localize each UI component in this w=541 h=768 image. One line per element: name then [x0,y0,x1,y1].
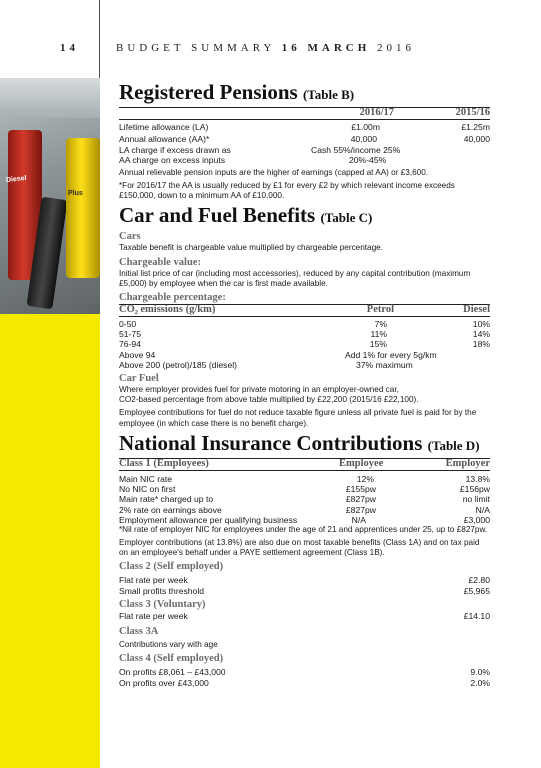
row-employee: 12% [356,473,374,484]
table-row [119,494,490,504]
row-employee: £155pw [345,483,376,494]
running-title-date: 16 MARCH [281,42,371,54]
row-label: Above 200 (petrol)/185 (diesel) [119,359,237,370]
running-title-year: 2016 [377,42,416,54]
table-row [119,575,490,585]
yellow-side-band [0,314,100,768]
row-value: £5,965 [463,585,490,596]
row-span-value: 20%-45% [349,154,387,165]
col-class1: Class 1 (Employees) [119,457,209,469]
col-co2-emissions [119,305,339,316]
pensions-heading-text: Registered Pensions [119,80,298,104]
table-row [119,350,490,360]
pensions-heading [119,80,490,107]
table-row [119,678,490,688]
row-employee: £827pw [345,504,376,515]
table-row [119,515,490,525]
nic-column-header [119,458,490,471]
table-row [119,339,490,349]
table-row [119,360,490,370]
nic-heading-text: National Insurance Contributions [119,430,423,455]
row-petrol: 15% [369,339,387,350]
class3-subheading: Class 3 (Voluntary) [119,598,206,610]
class2-subheading: Class 2 (Self employed) [119,561,224,573]
row-span-value: Cash 55%/income 25% [311,144,401,155]
row-diesel: 10% [472,318,490,329]
co2-column-header [119,304,490,317]
table-row [119,611,490,621]
main-content [119,80,490,688]
table-row [119,474,490,484]
col-2015-16: 2015/16 [455,107,490,119]
row-label: Employment allowance per qualifying business [119,514,298,525]
row-span-value: 37% maximum [356,359,413,370]
col-petrol: Petrol [366,304,394,316]
row-label: AA charge on excess inputs [119,154,226,165]
row-label: Lifetime allowance (LA) [119,122,209,132]
car-heading [119,203,490,230]
running-title [116,42,415,54]
row-value: £14.10 [463,610,490,621]
row-label: Main NIC rate [119,473,173,484]
row-label: 2% rate on earnings above [119,504,222,515]
row-employer: N/A [475,504,490,515]
table-row [119,329,490,339]
running-title-prefix: BUDGET SUMMARY [116,42,275,54]
row-label: Main rate* charged up to [119,494,214,505]
row-label: 51-75 [119,329,141,340]
row-label: Flat rate per week [119,575,188,586]
car-table-ref: (Table C) [320,210,373,226]
nic-note-1: *Nil rate of employer NIC for employees under the age of 21 and apprentices under 25, up to £827pw. [119,525,488,535]
row-petrol: 11% [370,329,387,340]
col-2016-17: 2016/17 [359,107,394,119]
yellow-nozzle [66,138,100,278]
nic-note-2: Employer contributions (at 13.8%) are also due on most taxable benefits (Class 1A) and on tax paid on an employee's behalf under a PAYE settlement agreement (Class 1B). [119,538,480,558]
row-petrol: 7% [374,318,387,329]
row-label: On profits over £43,000 [119,677,209,688]
row-label: 0-50 [119,318,137,329]
row-label: Annual allowance (AA)* [119,134,210,145]
row-diesel: 18% [472,339,490,350]
row-value-2015: £1.25m [461,122,490,132]
fuel-pump-photo [0,78,100,314]
cars-text: Taxable benefit is chargeable value multiplied by chargeable percentage. [119,243,383,253]
row-employee: £827pw [345,494,376,505]
row-value: 2.0% [470,677,490,688]
car-fuel-text-2: CO2-based percentage from above table multiplied by £22,200 (2015/16 £22,100). [119,395,419,405]
nic-heading [119,431,490,458]
row-label: Flat rate per week [119,610,188,621]
row-employer: £3,000 [463,514,490,525]
table-row [119,155,490,165]
row-value-2015: 40,000 [463,134,490,145]
row-employee: N/A [351,514,366,525]
col-co2-text: CO [119,303,135,315]
table-row [119,586,490,596]
row-employer: 13.8% [465,473,490,484]
col-co2-subscript: 2 [134,309,138,316]
pensions-note-2: *For 2016/17 the AA is usually reduced by £1 for every £2 by which relevant income exceeds £150,000, down to a minimum AA of £10,000. [119,181,455,201]
col-co2-suffix: emissions (g/km) [137,303,216,315]
diesel-label: Diesel [5,174,27,185]
table-row [119,484,490,494]
class3a-subheading: Class 3A [119,626,159,638]
table-row [119,319,490,329]
car-heading-text: Car and Fuel Benefits [119,203,316,228]
row-label: 76-94 [119,339,141,350]
row-label: No NIC on first [119,483,176,494]
row-employer: no limit [462,494,490,505]
car-fuel-subheading: Car Fuel [119,373,159,385]
row-label: LA charge if excess drawn as [119,144,231,155]
header-divider-line [99,0,100,78]
row-value-2016: 40,000 [350,134,377,145]
class4-subheading: Class 4 (Self employed) [119,653,224,665]
row-value-2016: £1.00m [351,122,380,132]
pump-housing [0,78,100,118]
pensions-note-1: Annual relievable pension inputs are the higher of earnings (capped at AA) or £3,600. [119,168,429,178]
col-employer: Employer [445,457,490,469]
row-value: 9.0% [470,667,490,678]
car-fuel-text-1: Where employer provides fuel for private motoring in an employer-owned car, [119,385,399,395]
row-label: Small profits threshold [119,585,205,596]
pensions-table-ref: (Table B) [302,87,355,102]
row-employer: £156pw [459,483,490,494]
chargeable-value-text: Initial list price of car (including most accessories), reduced by any capital contribution (maximum £5,000) by employee when the car is first made available. [119,268,471,288]
chargeable-percentage-subheading: Chargeable percentage: [119,291,226,303]
row-diesel: 14% [472,329,490,340]
row-label: Above 94 [119,349,156,360]
class3a-text: Contributions vary with age [119,640,218,650]
row-label: On profits £8,061 – £43,000 [119,667,226,678]
row-value: £2.80 [468,575,490,586]
row-span-value: Add 1% for every 5g/km [345,349,437,360]
plus-label: Plus [68,190,83,197]
table-row [119,122,490,132]
table-row [119,134,490,144]
table-row [119,667,490,677]
nic-table-ref: (Table D) [427,437,480,453]
pensions-column-header [119,107,490,120]
cars-subheading: Cars [119,231,141,243]
chargeable-value-subheading: Chargeable value: [119,256,201,268]
page-number: 14 [60,42,79,54]
table-row [119,505,490,515]
car-fuel-text-3: Employee contributions for fuel do not reduce taxable figure unless all private fuel is paid for by the employee (in which case there is no benefit charge). [119,408,477,428]
col-diesel: Diesel [463,304,490,316]
col-employee: Employee [339,457,384,469]
table-row [119,145,490,155]
